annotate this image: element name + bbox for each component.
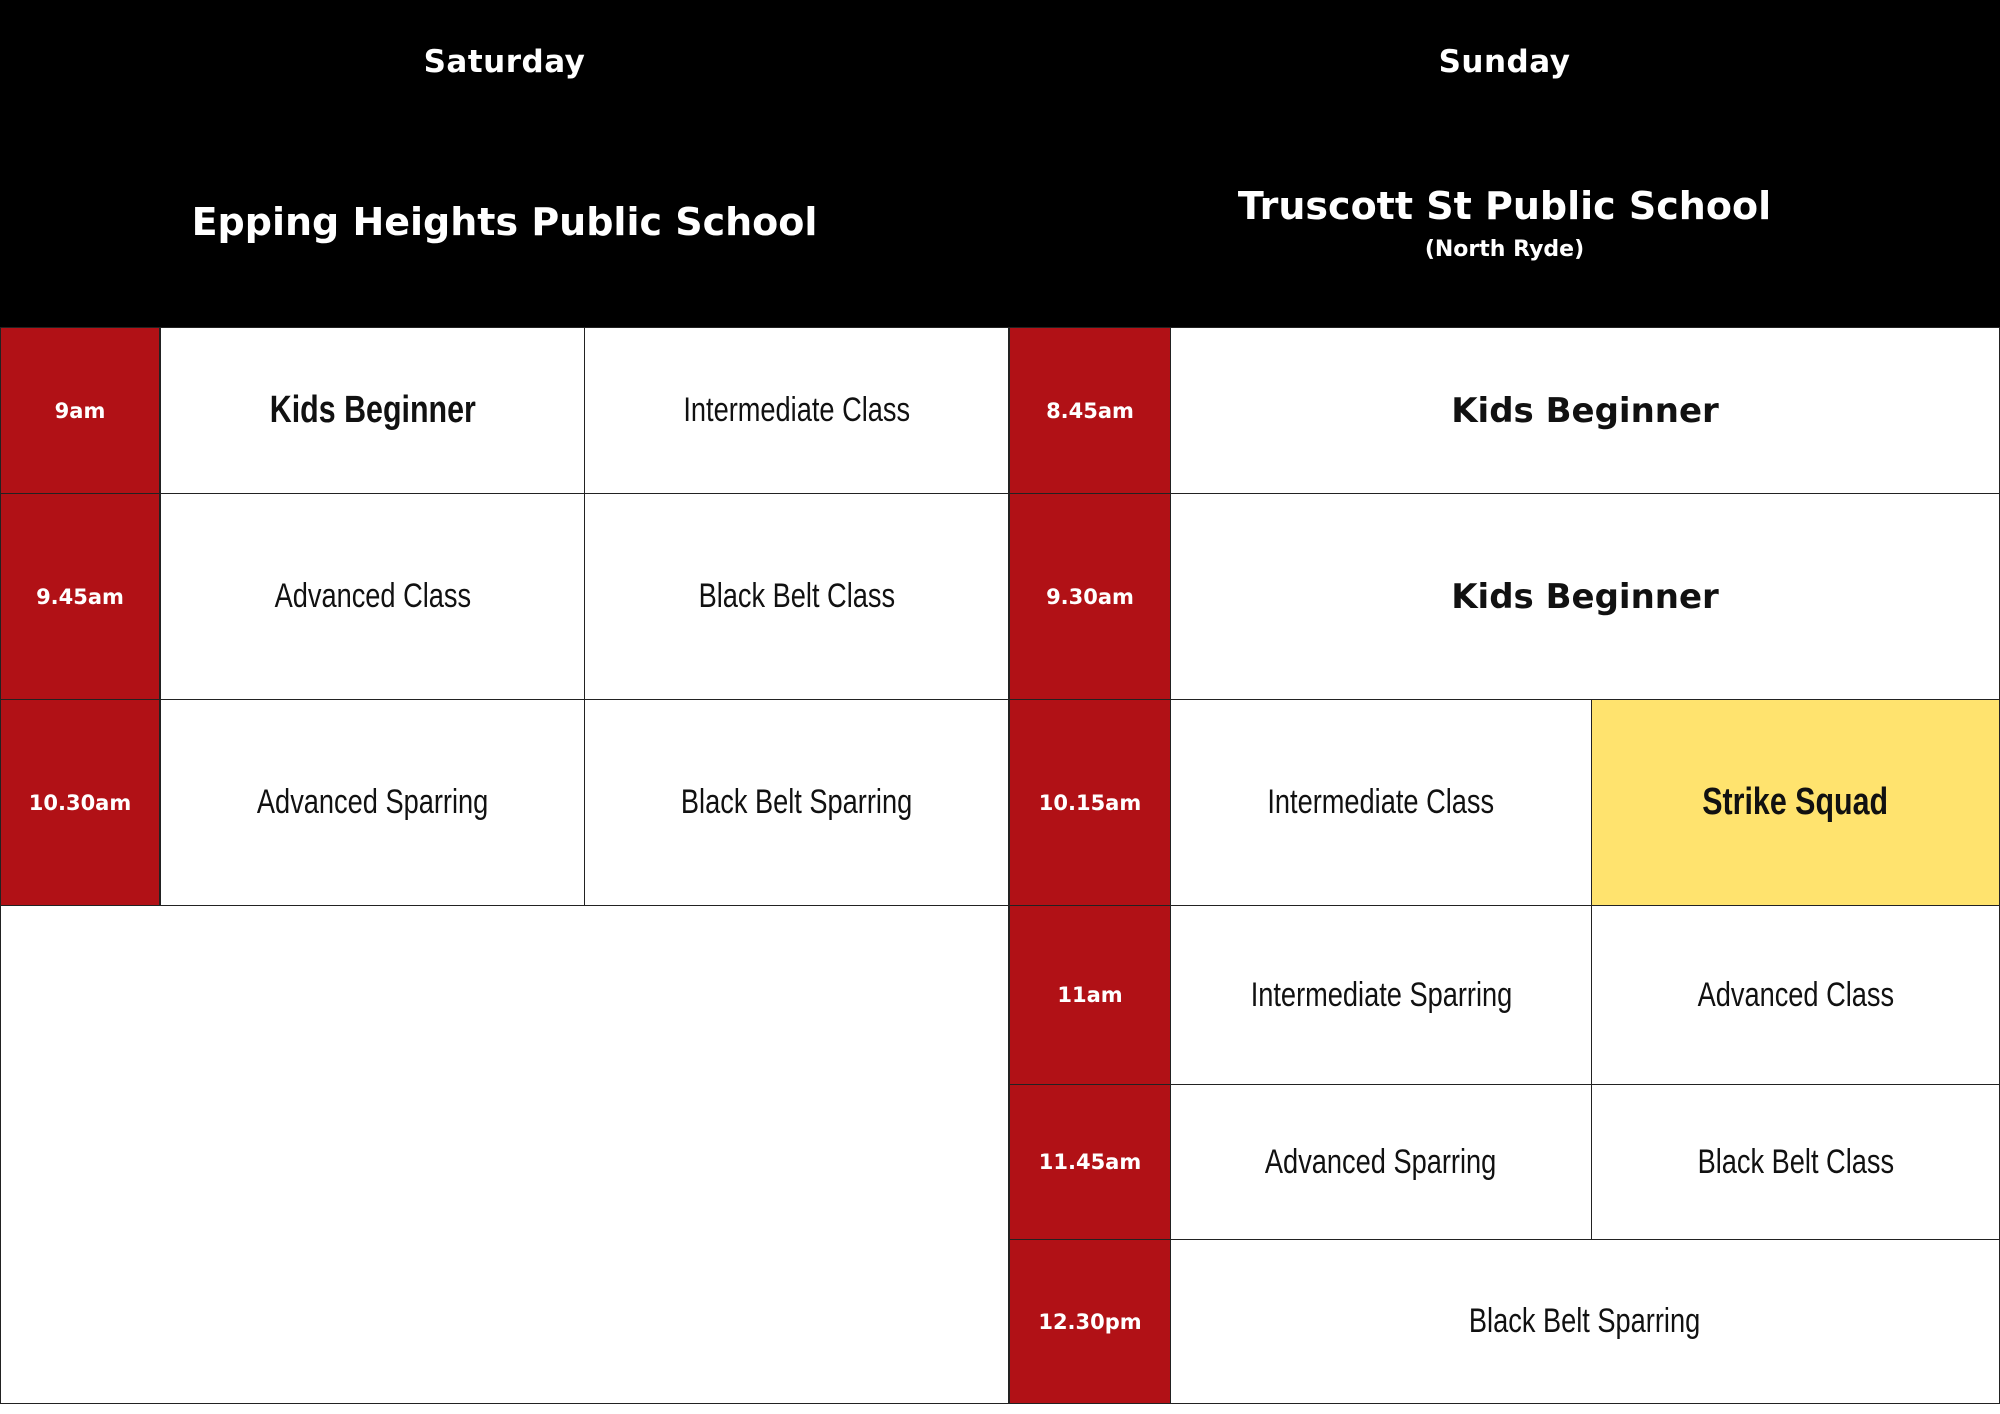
sat-class-1a-text: Kids Beginner <box>269 389 476 431</box>
sat-time-1 <box>0 327 160 494</box>
sat-class-2b <box>584 493 1009 700</box>
sun-class-5a <box>1170 1084 1592 1240</box>
sunday-venue-suburb: (North Ryde) <box>1424 237 1585 262</box>
sat-class-3b-text: Black Belt Sparring <box>680 783 913 821</box>
sun-time-2-text: 9.30am <box>1046 584 1134 609</box>
saturday-day-label: Saturday <box>423 44 586 80</box>
sun-class-4a-text: Intermediate Sparring <box>1250 975 1512 1014</box>
sat-class-3a <box>160 699 585 906</box>
sunday-header <box>1009 0 2000 327</box>
sun-time-6 <box>1009 1239 1171 1404</box>
saturday-header <box>0 0 1009 327</box>
sat-time-2 <box>0 493 160 700</box>
sun-time-2 <box>1009 493 1171 700</box>
sun-class-2-text: Kids Beginner <box>1451 576 1719 617</box>
sun-class-2 <box>1170 493 2000 700</box>
sat-class-1a <box>160 327 585 494</box>
sat-time-1-text: 9am <box>54 398 106 423</box>
sat-empty-area <box>0 905 1009 1404</box>
sun-time-3 <box>1009 699 1171 906</box>
sun-time-4 <box>1009 905 1171 1085</box>
sun-class-3b-text: Strike Squad <box>1702 781 1889 823</box>
sun-class-3a-text: Intermediate Class <box>1267 783 1495 821</box>
sat-class-1b-text: Intermediate Class <box>683 391 910 429</box>
sat-class-3b <box>584 699 1009 906</box>
sun-class-5b-text: Black Belt Class <box>1697 1142 1894 1181</box>
saturday-venue: Epping Heights Public School <box>191 200 818 244</box>
sun-class-1 <box>1170 327 2000 494</box>
sunday-venue: Truscott St Public School <box>1237 184 1772 228</box>
sun-time-5 <box>1009 1084 1171 1240</box>
sun-class-5a-text: Advanced Sparring <box>1265 1142 1497 1181</box>
sunday-day-label: Sunday <box>1438 44 1571 80</box>
sat-class-2a-text: Advanced Class <box>274 577 471 615</box>
sun-class-4b-text: Advanced Class <box>1697 975 1894 1014</box>
sat-class-3a-text: Advanced Sparring <box>256 783 489 821</box>
sun-class-6-text: Black Belt Sparring <box>1469 1302 1701 1340</box>
sun-time-1-text: 8.45am <box>1046 398 1134 423</box>
sat-time-2-text: 9.45am <box>36 584 124 609</box>
sun-time-4-text: 11am <box>1057 983 1123 1007</box>
sun-time-6-text: 12.30pm <box>1038 1309 1142 1334</box>
sun-time-1 <box>1009 327 1171 494</box>
sun-class-1-text: Kids Beginner <box>1451 390 1719 431</box>
sun-time-3-text: 10.15am <box>1038 790 1142 815</box>
sun-class-3a <box>1170 699 1592 906</box>
sat-class-1b <box>584 327 1009 494</box>
sun-class-4b <box>1591 905 2000 1085</box>
sat-class-2b-text: Black Belt Class <box>698 577 895 615</box>
sun-class-3b-highlight <box>1591 699 2000 906</box>
sun-class-5b <box>1591 1084 2000 1240</box>
sun-class-6 <box>1170 1239 2000 1404</box>
sat-time-3-text: 10.30am <box>28 790 132 815</box>
sun-class-4a <box>1170 905 1592 1085</box>
sun-time-5-text: 11.45am <box>1038 1150 1142 1174</box>
sat-time-3 <box>0 699 160 906</box>
sat-class-2a <box>160 493 585 700</box>
